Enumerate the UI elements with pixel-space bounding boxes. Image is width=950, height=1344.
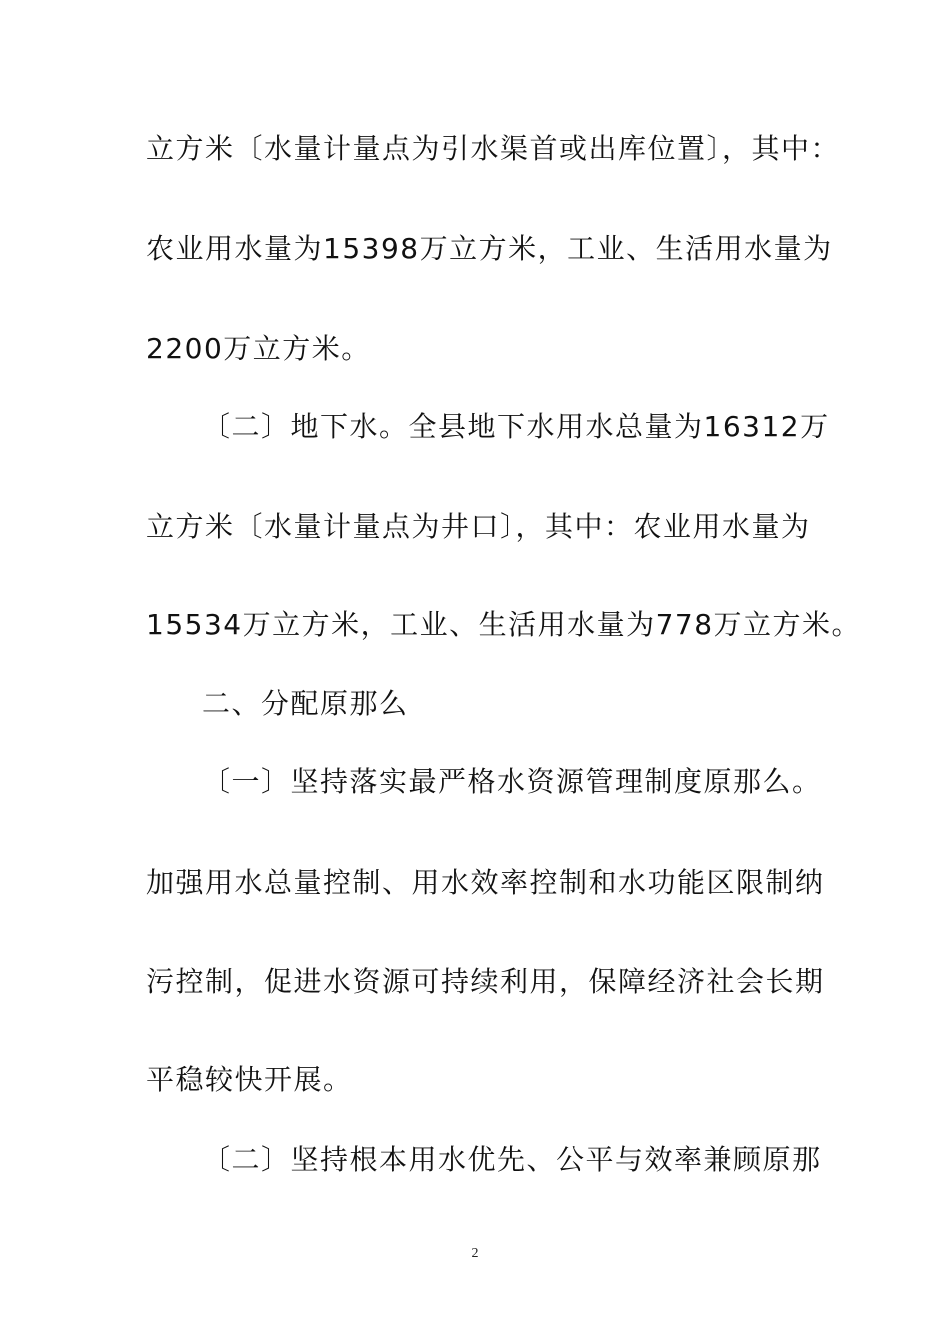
text-line: 加强用水总量控制、用水效率控制和水功能区限制纳 [146, 866, 825, 899]
text-line: 农业用水量为15398万立方米，工业、生活用水量为 [146, 232, 833, 265]
text-line: 2200万立方米。 [146, 332, 371, 365]
text-line: 〔二〕地下水。全县地下水用水总量为16312万 [202, 410, 830, 443]
text-line: 15534万立方米，工业、生活用水量为778万立方米。 [146, 608, 862, 641]
text-line: 平稳较快开展。 [146, 1063, 353, 1096]
section-heading: 二、分配原那么 [202, 687, 409, 720]
page-number: 2 [471, 1246, 479, 1261]
text-line: 〔一〕坚持落实最严格水资源管理制度原那么。 [202, 765, 822, 798]
text-line: 〔二〕坚持根本用水优先、公平与效率兼顾原那 [202, 1143, 822, 1176]
text-line: 立方米〔水量计量点为引水渠首或出库位置〕，其中： [146, 132, 841, 165]
text-line: 污控制，促进水资源可持续利用，保障经济社会长期 [146, 965, 825, 998]
text-line: 立方米〔水量计量点为井口〕，其中：农业用水量为 [146, 510, 811, 543]
